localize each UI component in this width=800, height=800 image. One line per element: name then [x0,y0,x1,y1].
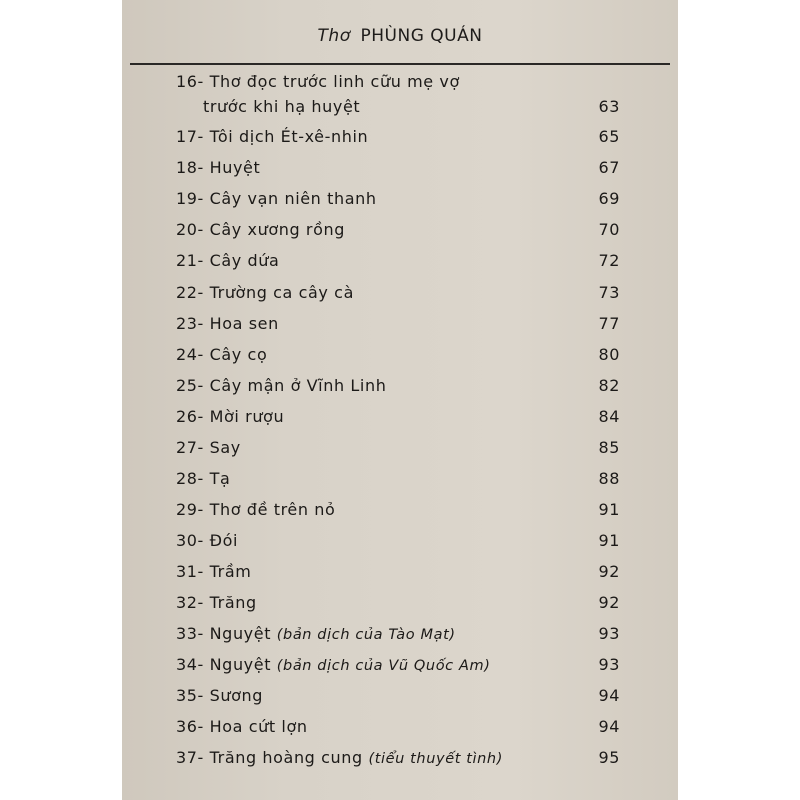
toc-page-number: 92 [598,593,620,612]
toc-page-number: 70 [598,220,620,239]
toc-page-number: 72 [598,251,620,270]
toc-entry-title: 25- Cây mận ở Vĩnh Linh [176,376,387,395]
toc-page-number: 94 [598,717,620,736]
toc-entry [176,220,620,240]
toc-entry-title: 36- Hoa cứt lợn [176,717,308,736]
toc-entry [176,158,620,178]
toc-entry-title: 24- Cây cọ [176,345,268,364]
toc-entry-title: 18- Huyệt [176,158,261,177]
toc-entry [176,438,620,458]
toc-page-number: 82 [598,376,620,395]
toc-page-number: 91 [598,531,620,550]
toc-entry-title: 31- Trầm [176,562,252,581]
toc-entry [176,283,620,303]
toc-entry [176,407,620,427]
toc-entry-title: 34- Nguyệt [176,655,272,674]
toc-entry-title: 30- Đói [176,531,239,550]
toc-entry [176,531,620,551]
toc-page-number: 84 [598,407,620,426]
toc-entry [176,127,620,147]
toc-entry [176,251,620,271]
toc-entry-title: 17- Tôi dịch Ét-xê-nhin [176,127,369,146]
toc-page-number: 80 [598,345,620,364]
toc-page-number: 91 [598,500,620,519]
header-author: PHÙNG QUÁN [360,26,483,46]
toc-entry [176,655,620,676]
toc-entry-title: 28- Tạ [176,469,231,488]
toc-page-number: 63 [598,97,620,116]
toc-entry [176,562,620,582]
toc-page-number: 94 [598,686,620,705]
toc-entry [176,686,620,706]
toc-entry-note: (bản dịch của Vũ Quốc Am) [276,658,491,674]
toc-entry-title: 19- Cây vạn niên thanh [176,189,377,208]
toc-page-number: 73 [598,283,620,302]
toc-entry-title: 29- Thơ đề trên nỏ [176,500,336,519]
toc-entry [176,624,620,645]
toc-entry [176,717,620,737]
toc-entry [176,314,620,334]
toc-page-number: 88 [598,469,620,488]
running-header [122,26,678,46]
toc-entry-title: 22- Trường ca cây cà [176,283,354,302]
toc-page-number: 67 [598,158,620,177]
toc-entry [176,748,620,769]
toc-entry-title: trước khi hạ huyệt [203,97,361,116]
toc-entry [176,376,620,396]
toc-page-number: 77 [598,314,620,333]
toc-entry-title: 33- Nguyệt [176,624,272,643]
toc-entry-title: 26- Mời rượu [176,407,285,426]
toc-entry-note: (bản dịch của Tào Mạt) [276,627,456,643]
toc-page-number: 65 [598,127,620,146]
toc-entry-note: (tiểu thuyết tình) [368,751,503,767]
toc-entry-title: 32- Trăng [176,593,257,612]
toc-entry-title: 23- Hoa sen [176,314,279,333]
toc-page-number: 69 [598,189,620,208]
toc-entry [176,593,620,613]
toc-entry-title: 20- Cây xương rồng [176,220,345,239]
toc-entry [176,500,620,520]
toc-entry-title: 16- Thơ đọc trước linh cữu mẹ vợ [176,72,460,91]
toc-page-number: 95 [598,748,620,767]
toc-entry-title: 21- Cây dứa [176,251,280,270]
toc-entry [176,189,620,209]
toc-entry-title: 35- Sương [176,686,264,705]
toc-entry-continuation [176,97,620,117]
toc-entry-title: 37- Trăng hoàng cung [176,748,363,767]
toc-page-number: 93 [598,655,620,674]
toc-page-number: 92 [598,562,620,581]
toc-entry [176,72,620,92]
toc-entry [176,345,620,365]
toc-entry-title: 27- Say [176,438,241,457]
toc-page-number: 85 [598,438,620,457]
toc-page-number: 93 [598,624,620,643]
header-prefix: Thơ [317,26,351,46]
header-rule [130,63,670,65]
toc-entry [176,469,620,489]
book-page [122,0,678,800]
